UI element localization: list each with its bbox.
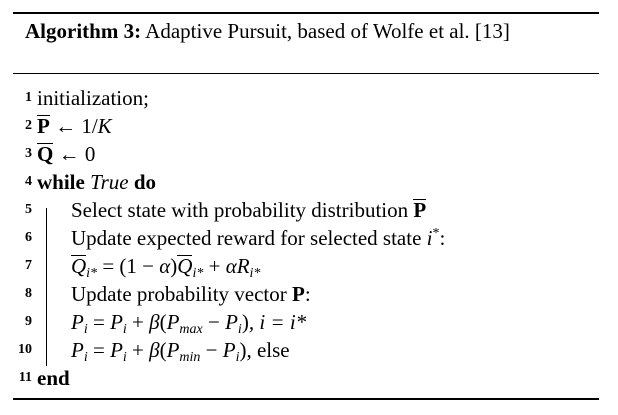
algorithm-caption <box>25 18 585 44</box>
line-tail: : <box>439 226 446 250</box>
algorithm-box <box>13 12 599 404</box>
line-number: 6 <box>25 230 32 245</box>
subscript: i* <box>192 266 204 281</box>
line-code <box>71 252 260 280</box>
subscript: i* <box>249 266 261 281</box>
alpha-symbol: α <box>225 254 237 278</box>
algo-line-6 <box>13 224 599 252</box>
p-symbol: P <box>110 310 123 334</box>
assign-arrow: ← <box>58 142 80 166</box>
subscript: i <box>83 322 88 337</box>
alpha-symbol: α <box>159 254 171 278</box>
line-code <box>71 196 426 224</box>
caption-text: Adaptive Pursuit, based of Wolfe et al. [13] <box>141 19 510 43</box>
subscript: max <box>179 322 203 337</box>
rhs-value: 1/ <box>81 114 98 138</box>
p-symbol: P <box>71 310 84 334</box>
algo-line-3 <box>13 140 599 168</box>
p-symbol: P <box>166 310 180 334</box>
subscript: i <box>83 350 88 365</box>
line-code: $P_i = P_i + \beta(P_{min} - P_i)$, else <box>71 338 290 365</box>
line-text: Update expected reward for selected state <box>71 226 427 250</box>
line-number: 8 <box>25 286 32 301</box>
line-number: 4 <box>25 174 32 189</box>
line-number: 10 <box>18 342 32 357</box>
algo-line-11 <box>13 364 599 392</box>
q-bar-symbol: Q <box>71 254 87 278</box>
algo-line-1 <box>13 84 599 112</box>
p-symbol: P <box>71 338 84 362</box>
keyword-end: end <box>37 366 70 390</box>
condition: , i = i* <box>248 310 307 334</box>
p-bar-symbol: P <box>37 114 50 138</box>
line-text: Select state with probability distribution <box>71 198 414 222</box>
loop-condition: True <box>90 170 129 194</box>
subscript: i* <box>86 266 98 281</box>
keyword-while: while <box>37 170 85 194</box>
line-code <box>71 224 445 252</box>
line-code <box>71 280 311 308</box>
line-number: 5 <box>25 202 32 217</box>
q-bar-symbol: Q <box>177 254 193 278</box>
caption-label: Algorithm 3: <box>25 19 142 43</box>
subscript: i <box>122 350 127 365</box>
subscript: i <box>237 322 242 337</box>
line-code <box>37 112 112 140</box>
line-code <box>37 364 70 392</box>
p-symbol: P <box>222 338 236 362</box>
star-superscript: * <box>432 226 440 241</box>
line-number: 3 <box>25 146 32 161</box>
line-code <box>37 168 156 196</box>
subscript: min <box>179 350 201 365</box>
reward-symbol: R <box>236 254 250 278</box>
caption-rule <box>13 73 599 74</box>
bottom-rule <box>13 398 599 400</box>
line-number: 9 <box>25 314 32 329</box>
algo-line-10 <box>13 336 599 364</box>
p-bar-symbol: P <box>413 198 427 222</box>
p-vector-symbol: P <box>292 282 305 306</box>
line-number: 1 <box>25 90 32 105</box>
equation-part: + <box>203 254 226 278</box>
p-symbol: P <box>225 310 238 334</box>
beta-symbol: β <box>149 338 160 362</box>
p-symbol: P <box>110 338 123 362</box>
beta-symbol: β <box>149 310 160 334</box>
algo-line-4 <box>13 168 599 196</box>
algo-line-7 <box>13 252 599 280</box>
rhs-value: 0 <box>84 142 96 166</box>
algo-line-2 <box>13 112 599 140</box>
rhs-variable: K <box>97 114 112 138</box>
line-number: 7 <box>25 258 32 273</box>
algo-line-9 <box>13 308 599 336</box>
state-variable: i <box>426 226 433 250</box>
line-code: $P_i = P_i + \beta(P_{max} - P_i)$, i = i* <box>71 310 307 337</box>
subscript: i <box>235 350 240 365</box>
assign-arrow: ← <box>55 114 77 138</box>
equation-part: = (1 − <box>97 254 160 278</box>
line-number: 11 <box>18 370 32 385</box>
line-code <box>37 140 95 168</box>
top-rule <box>13 12 599 14</box>
line-number: 2 <box>25 118 32 133</box>
line-tail: : <box>304 282 311 306</box>
equation-part: ) <box>170 254 178 278</box>
q-bar-symbol: Q <box>37 142 54 166</box>
line-text: initialization; <box>37 86 149 110</box>
subscript: i <box>122 322 127 337</box>
keyword-do: do <box>133 170 157 194</box>
condition: , else <box>246 338 290 362</box>
algo-line-8 <box>13 280 599 308</box>
line-text: Update probability vector <box>71 282 293 306</box>
algo-line-5 <box>13 196 599 224</box>
p-symbol: P <box>166 338 180 362</box>
